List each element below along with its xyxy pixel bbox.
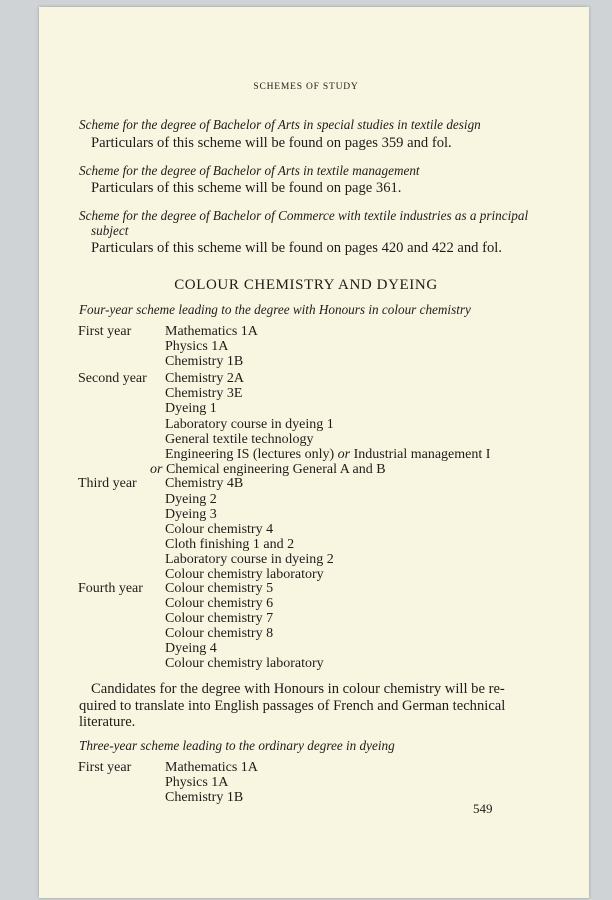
year-label: First year [78,324,132,339]
course-item: Colour chemistry laboratory [165,656,324,671]
course-item: Chemistry 3E [165,386,243,401]
note-line: literature. [79,714,136,730]
course-item: Dyeing 2 [165,492,217,507]
course-item: Mathematics 1A [165,324,258,339]
year-label: First year [78,760,132,775]
ordinary-scheme-title: Three-year scheme leading to the ordinary degree in dyeing [79,738,395,753]
note-line: Candidates for the degree with Honours in colour chemistry will be re- [91,681,505,697]
scheme-title: Scheme for the degree of Bachelor of Commerce with textile industries as a principal [79,208,529,223]
course-item: Chemistry 4B [165,476,244,491]
course-item: Colour chemistry 8 [165,626,274,641]
course-text: Engineering IS (lectures only) [165,447,338,462]
course-item: Colour chemistry 4 [165,522,274,537]
scheme-title: Scheme for the degree of Bachelor of Arts in textile management [79,163,420,178]
course-item: Physics 1A [165,339,229,354]
note-line: quired to translate into English passages of French and German technical [79,698,506,714]
course-item: Colour chemistry 5 [165,581,274,596]
running-head: SCHEMES OF STUDY [253,82,359,92]
year-label: Third year [78,476,137,491]
scheme-title: Scheme for the degree of Bachelor of Arts in special studies in textile design [79,117,481,132]
course-text: Industrial management I [350,447,491,462]
or-word: or [150,462,163,477]
course-item: Colour chemistry 7 [165,611,274,626]
course-item: Dyeing 1 [165,401,217,416]
year-label: Second year [78,371,147,386]
year-label: Fourth year [78,581,143,596]
section-title: COLOUR CHEMISTRY AND DYEING [174,277,438,293]
or-word: or [337,447,351,462]
honours-scheme-title: Four-year scheme leading to the degree with Honours in colour chemistry [79,302,471,317]
course-item: Physics 1A [165,775,229,790]
scheme-note: Particulars of this scheme will be found on pages 420 and 422 and fol. [91,240,502,256]
course-item: Chemistry 1B [165,790,244,805]
course-item: Laboratory course in dyeing 1 [165,417,334,432]
course-item: Mathematics 1A [165,760,258,775]
scheme-note: Particulars of this scheme will be found on page 361. [91,180,402,196]
scheme-title-cont: subject [91,223,129,238]
course-item: Colour chemistry laboratory [165,567,324,582]
course-item: Colour chemistry 6 [165,596,274,611]
page-number: 549 [473,801,493,816]
course-item-alternative [165,447,490,463]
course-item: Dyeing 4 [165,641,217,656]
course-item: General textile technology [165,432,314,447]
course-item: Chemistry 2A [165,371,244,386]
course-text: Chemical engineering General A and B [162,462,386,477]
course-item: Cloth finishing 1 and 2 [165,537,295,552]
course-item: Dyeing 3 [165,507,217,522]
course-item: Chemistry 1B [165,354,244,369]
course-item: Laboratory course in dyeing 2 [165,552,334,567]
scheme-note: Particulars of this scheme will be found on pages 359 and fol. [91,135,452,151]
